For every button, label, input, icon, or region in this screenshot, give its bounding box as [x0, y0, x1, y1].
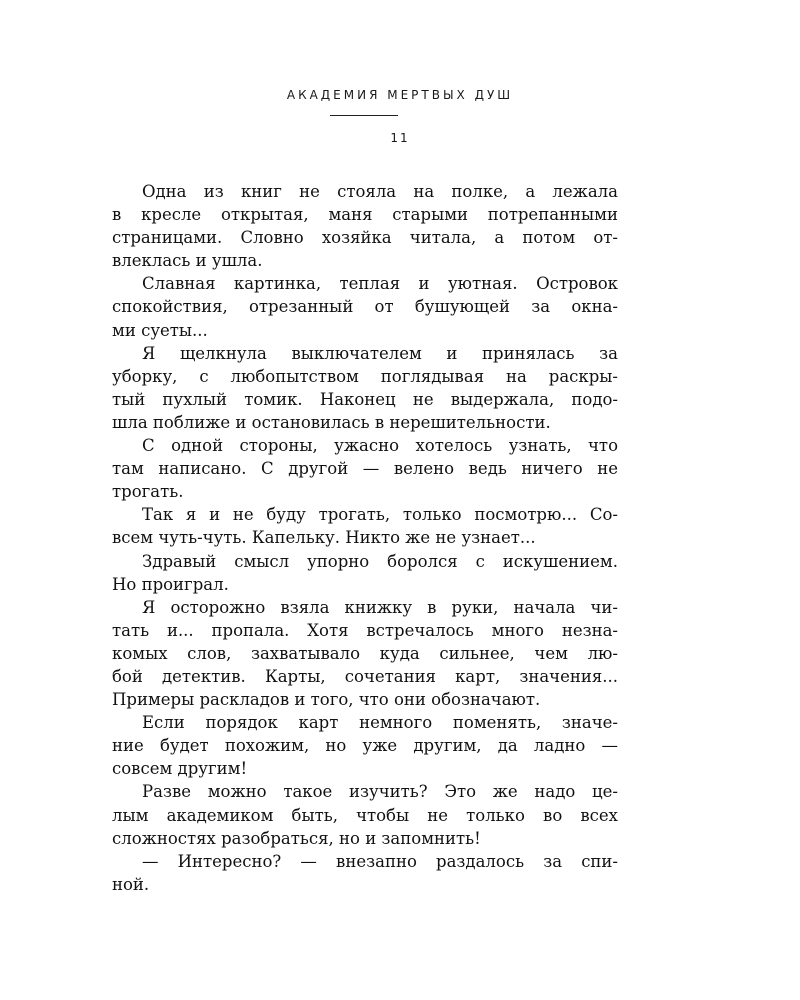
text-line: Разве можно такое изучить? Это же надо це- — [142, 782, 618, 802]
text-line: С одной стороны, ужасно хотелось узнать, что — [142, 436, 618, 456]
text-line: всем чуть-чуть. Капельку. Никто же не узнает... — [112, 528, 536, 548]
text-line: Так я и не буду трогать, только посмотрю... Со- — [142, 505, 618, 525]
text-line: Я осторожно взяла книжку в руки, начала чи- — [142, 597, 618, 617]
text-line: трогать. — [112, 482, 184, 502]
text-line: Но проиграл. — [112, 574, 229, 594]
text-line: в кресле открытая, маня старыми потрепанными — [112, 205, 618, 225]
paragraph — [112, 503, 618, 549]
text-line: страницами. Словно хозяйка читала, а потом от- — [112, 228, 618, 248]
paragraph — [112, 711, 618, 780]
paragraph — [112, 180, 618, 272]
paragraph — [112, 550, 618, 596]
text-line: Если порядок карт немного поменять, значе- — [142, 713, 618, 733]
text-line: Здравый смысл упорно боролся с искушением. — [142, 551, 618, 571]
paragraph — [112, 596, 618, 711]
text-line: Славная картинка, теплая и уютная. Островок — [142, 274, 618, 294]
body-text — [112, 180, 618, 896]
text-line: Я щелкнула выключателем и принялась за — [142, 343, 618, 363]
text-line: — Интересно? — внезапно раздалось за спи- — [142, 851, 618, 871]
text-line: Одна из книг не стояла на полке, а лежала — [142, 182, 618, 201]
header-divider — [330, 115, 398, 116]
text-line: ми суеты... — [112, 320, 208, 340]
paragraph — [112, 780, 618, 849]
text-line: спокойствия, отрезанный от бушующей за окна- — [112, 297, 618, 317]
text-line: Примеры раскладов и того, что они обозначают. — [112, 690, 541, 710]
text-line: сложностях разобраться, но и запомнить! — [112, 828, 481, 848]
text-line: ние будет похожим, но уже другим, да ладно — — [112, 736, 618, 756]
paragraph — [112, 272, 618, 341]
text-line: комых слов, захватывало куда сильнее, чем лю- — [112, 643, 618, 663]
paragraph — [112, 850, 618, 896]
text-line: уборку, с любопытством поглядывая на раскры- — [112, 366, 618, 386]
text-line: шла поближе и остановилась в нерешительности. — [112, 412, 551, 432]
text-line: влеклась и ушла. — [112, 251, 263, 271]
text-line: бой детектив. Карты, сочетания карт, значения... — [112, 666, 618, 686]
text-line: ной. — [112, 874, 150, 894]
text-line: лым академиком быть, чтобы не только во всех — [112, 805, 618, 825]
text-line: совсем другим! — [112, 759, 248, 779]
paragraph — [112, 342, 618, 434]
paragraph — [112, 434, 618, 503]
text-line: там написано. С другой — велено ведь ничего не — [112, 459, 618, 479]
page-number: 11 — [390, 131, 410, 145]
text-line: тый пухлый томик. Наконец не выдержала, подо- — [112, 389, 618, 409]
text-line: тать и... пропала. Хотя встречалось много незна- — [112, 620, 618, 640]
running-head-title: АКАДЕМИЯ МЕРТВЫХ ДУШ — [286, 88, 514, 102]
